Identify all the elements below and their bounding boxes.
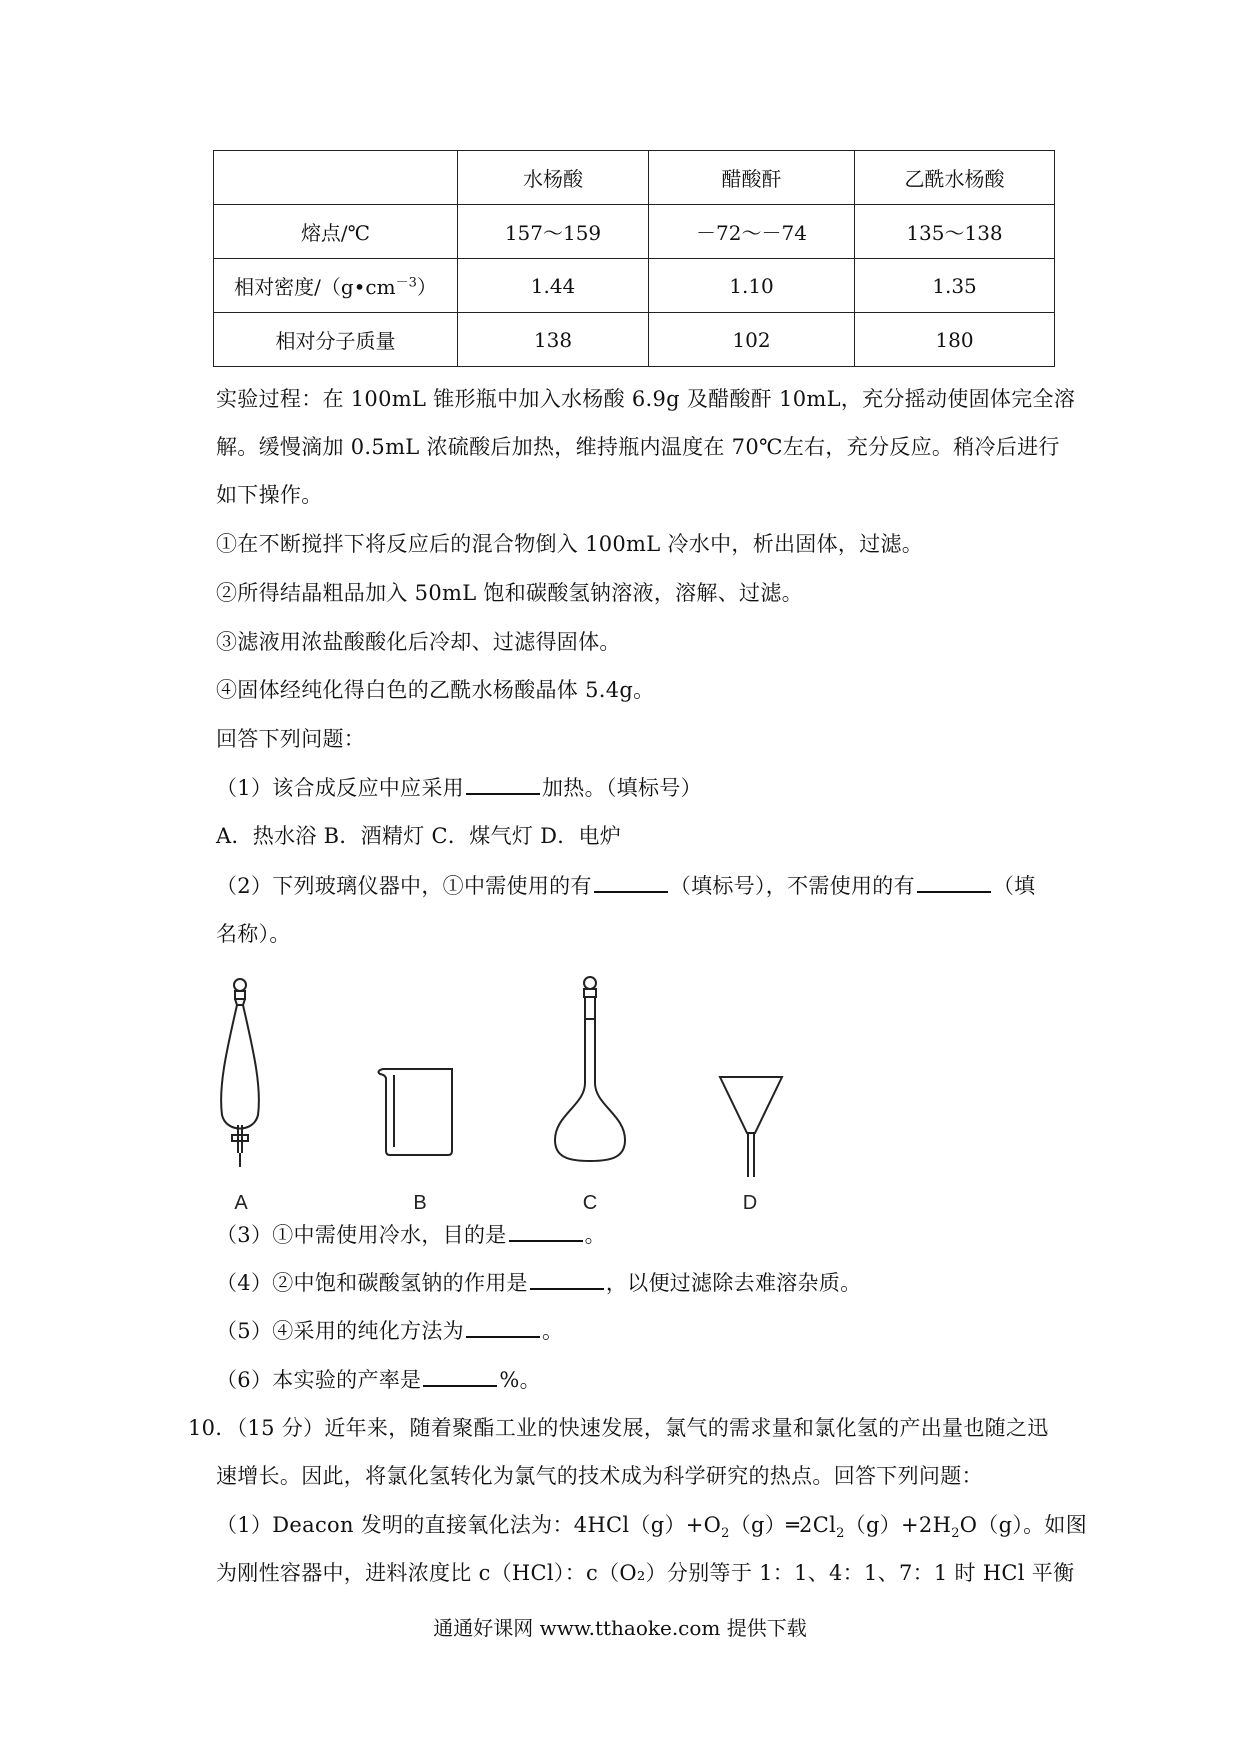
step-4: ④固体经纯化得白色的乙酰水杨酸晶体 5.4g。 xyxy=(216,678,655,702)
question-10-line: 速增长。因此，将氯化氢转化为氯气的技术成为科学研究的热点。回答下列问题： xyxy=(216,1464,983,1488)
figure-label-d: D xyxy=(742,1192,758,1214)
procedure-line: 解。缓慢滴加 0.5mL 浓硫酸后加热，维持瓶内温度在 70℃左右，充分反应。稍冷后进行 xyxy=(216,435,1060,459)
answer-blank[interactable] xyxy=(466,775,540,795)
beaker-icon xyxy=(379,1069,452,1155)
question-1-options: A．热水浴 B．酒精灯 C．煤气灯 D．电炉 xyxy=(216,824,622,848)
table-cell: 102 xyxy=(649,313,855,367)
row-label: 相对密度$/(g•cm^{-3})$ xyxy=(214,259,458,313)
procedure-line: 如下操作。 xyxy=(216,483,323,507)
table-cell: 180 xyxy=(855,313,1055,367)
answer-blank[interactable] xyxy=(594,873,668,893)
question-4: （4）②中饱和碳酸氢钠的作用是 ，以便过滤除去难溶杂质。 xyxy=(216,1271,862,1295)
question-2-continued: 名称）。 xyxy=(216,922,291,946)
figure-label-b: B xyxy=(413,1192,427,1214)
figure-label-c: C xyxy=(582,1192,598,1214)
table-cell: 1.10 xyxy=(649,259,855,313)
glassware-figure xyxy=(200,975,860,1215)
row-label: 相对分子质量 xyxy=(214,313,458,367)
table-cell: －72～－74 xyxy=(649,205,855,259)
table-cell: 157～159 xyxy=(458,205,649,259)
table-row xyxy=(214,259,1055,313)
figure-label-a: A xyxy=(234,1192,248,1214)
answer-blank[interactable] xyxy=(423,1367,497,1387)
question-10-line: （1）Deacon 发明的直接氧化法为：$4HCl(g)+O_2(g)═2Cl_2(g)+2H_2O(g)$。如图 xyxy=(216,1513,1088,1542)
question-2: （2）下列玻璃仪器中，①中需使用的有 （填标号），不需使用的有 （填 xyxy=(216,874,1036,898)
answer-blank[interactable] xyxy=(917,873,991,893)
separatory-funnel-icon xyxy=(221,979,259,1167)
row-label: 熔点/℃ xyxy=(214,205,458,259)
footer-credit: 通通好课网 www.tthaoke.com 提供下载 xyxy=(433,1616,807,1640)
question-5: （5）④采用的纯化方法为 。 xyxy=(216,1319,564,1343)
table-row xyxy=(214,205,1055,259)
question-10-line: 10．（15 分）近年来，随着聚酯工业的快速发展，氯气的需求量和氯化氢的产出量也随之迅 xyxy=(188,1416,1049,1440)
table-header-cell: 醋酸酐 xyxy=(649,151,855,205)
table-cell: 135～138 xyxy=(855,205,1055,259)
question-1: （1）该合成反应中应采用 加热。（填标号） xyxy=(216,776,702,800)
question-10-line: 为刚性容器中，进料浓度比 c（HCl）：c（O₂）分别等于 1：1、4：1、7：1 时 HCl 平衡 xyxy=(216,1561,1075,1585)
table-header-cell: 乙酰水杨酸 xyxy=(855,151,1055,205)
table-cell: 1.44 xyxy=(458,259,649,313)
step-3: ③滤液用浓盐酸酸化后冷却、过滤得固体。 xyxy=(216,630,621,654)
table-cell: 1.35 xyxy=(855,259,1055,313)
funnel-icon xyxy=(720,1077,782,1177)
answer-prompt: 回答下列问题： xyxy=(216,727,366,751)
table-cell: 138 xyxy=(458,313,649,367)
question-6: （6）本实验的产率是 %。 xyxy=(216,1368,541,1392)
table-header-cell: 水杨酸 xyxy=(458,151,649,205)
answer-blank[interactable] xyxy=(466,1318,540,1338)
answer-blank[interactable] xyxy=(530,1270,604,1290)
table-row xyxy=(214,313,1055,367)
volumetric-flask-icon xyxy=(555,977,625,1161)
answer-blank[interactable] xyxy=(509,1222,583,1242)
question-3: （3）①中需使用冷水，目的是 。 xyxy=(216,1223,606,1247)
table-header-row xyxy=(214,151,1055,205)
step-2: ②所得结晶粗品加入 50mL 饱和碳酸氢钠溶液，溶解、过滤。 xyxy=(216,581,803,605)
properties-table xyxy=(213,150,1055,367)
procedure-line: 实验过程：在 100mL 锥形瓶中加入水杨酸 6.9g 及醋酸酐 10mL，充分摇动使固体完全溶 xyxy=(216,387,1076,411)
step-1: ①在不断搅拌下将反应后的混合物倒入 100mL 冷水中，析出固体，过滤。 xyxy=(216,532,924,556)
table-header-cell xyxy=(214,151,458,205)
